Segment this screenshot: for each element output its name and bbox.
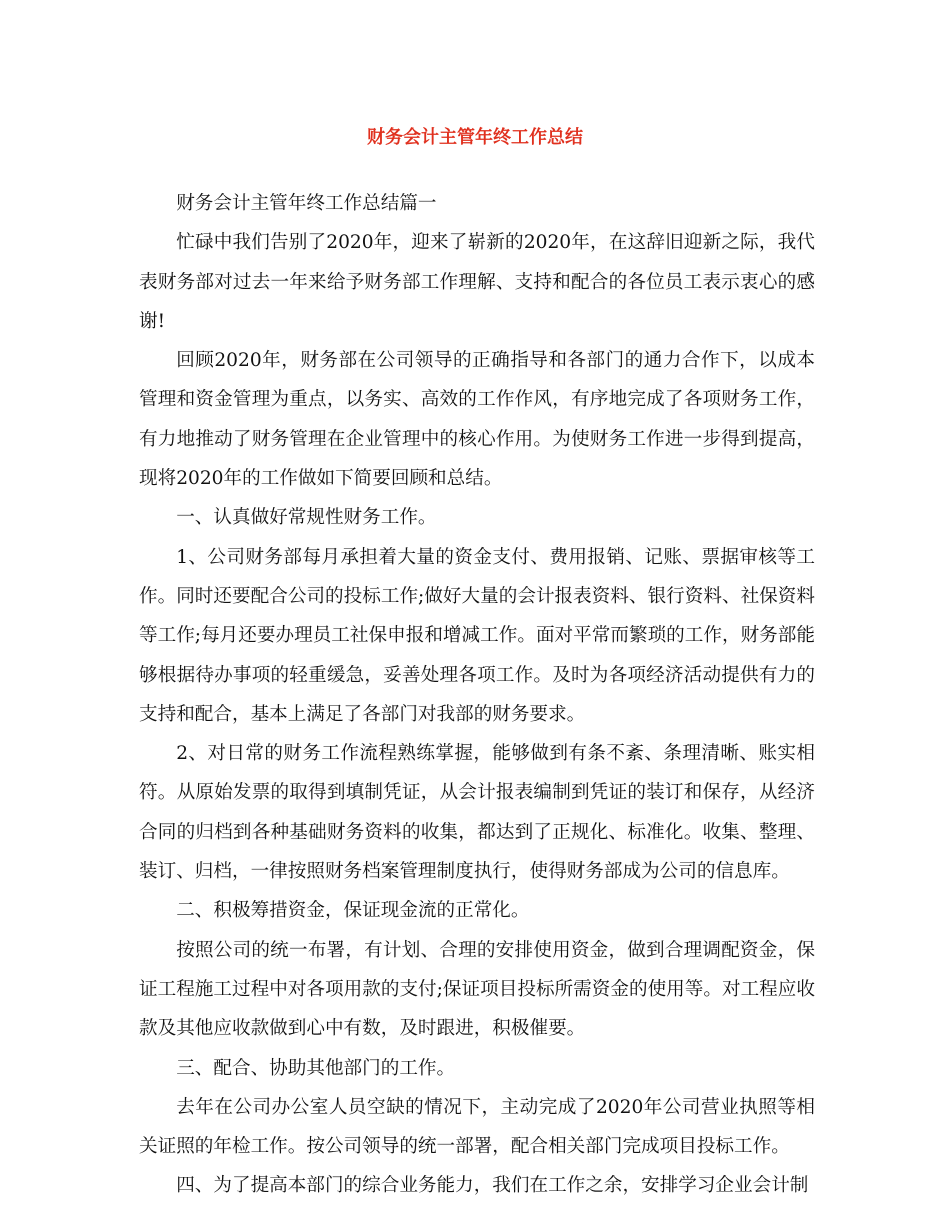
paragraph: 按照公司的统一布署，有计划、合理的安排使用资金，做到合理调配资金，保证工程施工过程中对各项用款的支付;保证项目投标所需资金的使用等。对工程应收款及其他应收款做到心中有数，及时跟进，积极催要。 (139, 939, 815, 1040)
list-heading: 三、配合、协助其他部门的工作。 (176, 1057, 456, 1079)
document-title: 财务会计主管年终工作总结 (367, 127, 583, 148)
paragraph: 回顾2020年，财务部在公司领导的正确指导和各部门的通力合作下，以成本管理和资金管理为重点，以务实、高效的工作作风，有序地完成了各项财务工作，有力地推动了财务管理在企业管理中的核心作用。为使财务工作进一步得到提高，现将2020年的工作做如下简要回顾和总结。 (139, 350, 815, 490)
paragraph: 忙碌中我们告别了2020年，迎来了崭新的2020年，在这辞旧迎新之际，我代表财务部对过去一年来给予财务部工作理解、支持和配合的各位员工表示衷心的感谢! (139, 232, 815, 332)
list-heading: 一、认真做好常规性财务工作。 (176, 507, 437, 529)
list-heading: 二、积极筹措资金，保证现金流的正常化。 (176, 900, 530, 922)
paragraph: 2、对日常的财务工作流程熟练掌握，能够做到有条不紊、条理清晰、账实相符。从原始发票的取得到填制凭证，从会计报表编制到凭证的装订和保存，从经济合同的归档到各种基础财务资料的收集，都达到了正规化、标准化。收集、整理、装订、归档，一律按照财务档案管理制度执行，使得财务部成为公司的信息库。 (139, 743, 815, 883)
paragraph: 去年在公司办公室人员空缺的情况下，主动完成了2020年公司营业执照等相关证照的年检工作。按公司领导的统一部署，配合相关部门完成项目投标工作。 (139, 1096, 815, 1158)
paragraph: 四、为了提高本部门的综合业务能力，我们在工作之余，安排学习企业会计制 (176, 1175, 809, 1197)
document-body (139, 184, 815, 1206)
section-heading: 财务会计主管年终工作总结篇一 (176, 193, 437, 214)
paragraph: 1、公司财务部每月承担着大量的资金支付、费用报销、记账、票据审核等工作。同时还要配合公司的投标工作;做好大量的会计报表资料、银行资料、社保资料等工作;每月还要办理员工社保申报和增减工作。面对平常而繁琐的工作，财务部能够根据待办事项的轻重缓急，妥善处理各项工作。及时为各项经济活动提供有力的支持和配合，基本上满足了各部门对我部的财务要求。 (139, 546, 815, 725)
